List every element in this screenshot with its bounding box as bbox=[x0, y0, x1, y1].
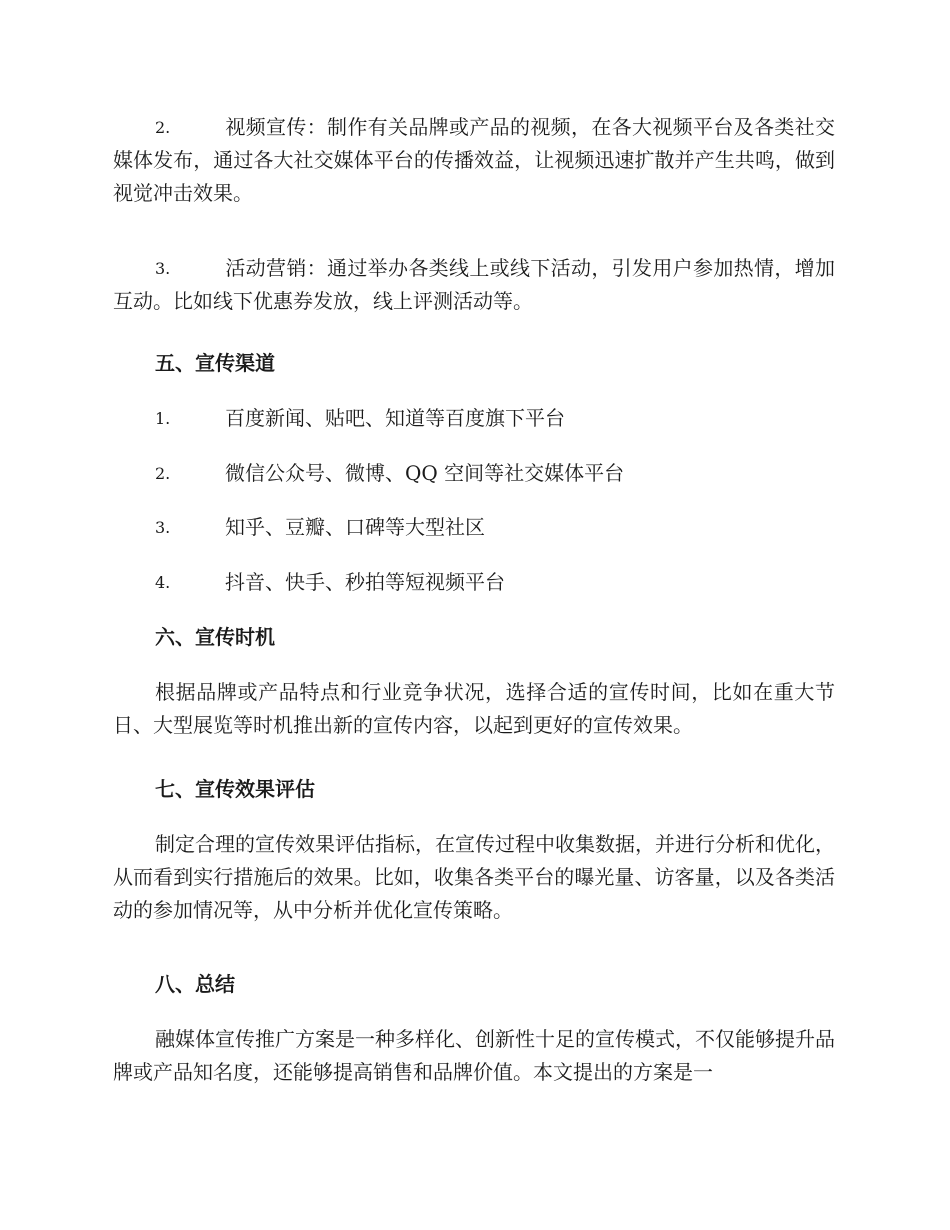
list-item bbox=[113, 566, 835, 599]
list-number: 2. bbox=[155, 464, 171, 483]
list-text: 百度新闻、贴吧、知道等百度旗下平台 bbox=[225, 406, 565, 430]
section-heading: 七、宣传效果评估 bbox=[155, 777, 315, 801]
list-number: 1. bbox=[155, 409, 171, 428]
list-text: 知乎、豆瓣、口碑等大型社区 bbox=[225, 515, 485, 539]
list-item bbox=[113, 252, 835, 318]
section-heading: 八、总结 bbox=[155, 972, 235, 996]
section-body: 融媒体宣传推广方案是一种多样化、创新性十足的宣传模式，不仅能够提升品牌或产品知名度，还能够提高销售和品牌价值。本文提出的方案是一 bbox=[113, 1027, 835, 1084]
list-number: 3. bbox=[155, 259, 171, 278]
section-body: 根据品牌或产品特点和行业竞争状况，选择合适的宣传时间，比如在重大节日、大型展览等时机推出新的宣传内容，以起到更好的宣传效果。 bbox=[113, 680, 835, 737]
list-item bbox=[113, 457, 835, 490]
list-text: 微信公众号、微博、QQ 空间等社交媒体平台 bbox=[225, 461, 625, 485]
section-heading: 五、宣传渠道 bbox=[155, 351, 275, 375]
list-number: 4. bbox=[155, 573, 171, 592]
list-text: 抖音、快手、秒拍等短视频平台 bbox=[225, 570, 505, 594]
section-body: 制定合理的宣传效果评估指标，在宣传过程中收集数据，并进行分析和优化，从而看到实行措施后的效果。比如，收集各类平台的曝光量、访客量，以及各类活动的参加情况等，从中分析并优化宣传策略。 bbox=[113, 832, 835, 922]
list-item bbox=[113, 111, 835, 210]
section-heading: 六、宣传时机 bbox=[155, 625, 275, 649]
list-number: 2. bbox=[155, 118, 171, 137]
list-item bbox=[113, 402, 835, 435]
list-number: 3. bbox=[155, 518, 171, 537]
list-item bbox=[113, 511, 835, 544]
list-text: 视频宣传：制作有关品牌或产品的视频，在各大视频平台及各类社交媒体发布，通过各大社交媒体平台的传播效益，让视频迅速扩散并产生共鸣，做到视觉冲击效果。 bbox=[113, 115, 835, 205]
list-text: 活动营销：通过举办各类线上或线下活动，引发用户参加热情，增加互动。比如线下优惠券发放，线上评测活动等。 bbox=[113, 256, 835, 313]
